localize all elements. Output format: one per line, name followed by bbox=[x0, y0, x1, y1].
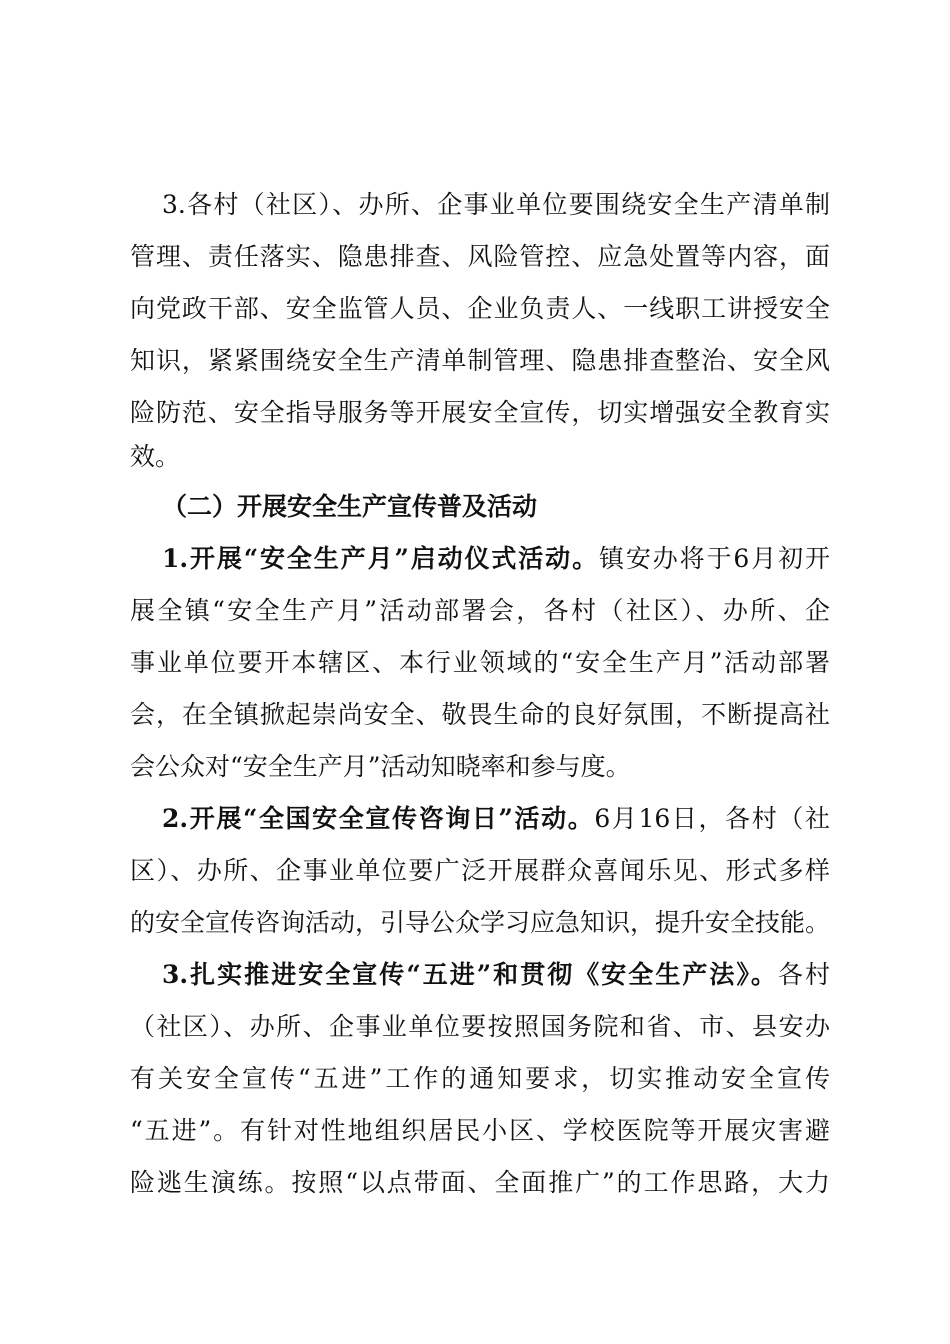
section-heading: （二）开展安全生产宣传普及活动 bbox=[162, 492, 538, 521]
item-1-first-line bbox=[162, 533, 830, 585]
item-1-line-4: 会，在全镇掀起崇尚安全、敬畏生命的良好氛围，不断提高社 bbox=[130, 700, 830, 729]
item-2-lead: 2.开展“全国安全宣传咨询日”活动。 bbox=[162, 804, 595, 833]
paragraph-3-line-5: 险防范、安全指导服务等开展安全宣传，切实增强安全教育实 bbox=[130, 398, 830, 427]
item-2-line-3: 的安全宣传咨询活动，引导公众学习应急知识，提升安全技能。 bbox=[130, 908, 830, 937]
paragraph-3-line-6: 效。 bbox=[130, 442, 181, 471]
item-1-line-2: 展全镇“安全生产月”活动部署会，各村（社区）、办所、企 bbox=[130, 596, 830, 625]
item-1-first-rest: 镇安办将于6月初开 bbox=[598, 544, 830, 573]
paragraph-3-line-2: 管理、责任落实、隐患排查、风险管控、应急处置等内容，面 bbox=[130, 242, 830, 271]
item-2-first-line bbox=[162, 793, 830, 845]
paragraph-3-line-4: 知识，紧紧围绕安全生产清单制管理、隐患排查整治、安全风 bbox=[130, 346, 830, 375]
item-3-line-2: （社区）、办所、企事业单位要按照国务院和省、市、县安办 bbox=[130, 1012, 830, 1041]
item-2-line-2: 区）、办所、企事业单位要广泛开展群众喜闻乐见、形式多样 bbox=[130, 856, 830, 885]
item-3-lead: 3.扎实推进安全宣传“五进”和贯彻《安全生产法》。 bbox=[162, 960, 778, 989]
item-1-line-3: 事业单位要开本辖区、本行业领域的“安全生产月”活动部署 bbox=[130, 648, 830, 677]
item-2-first-rest: 6月16日，各村（社 bbox=[594, 804, 830, 833]
paragraph-3-line-1: 3.各村（社区）、办所、企事业单位要围绕安全生产清单制 bbox=[162, 190, 830, 219]
paragraph-3-line-3: 向党政干部、安全监管人员、企业负责人、一线职工讲授安全 bbox=[130, 294, 830, 323]
item-3-first-rest: 各村 bbox=[777, 960, 830, 989]
item-1-line-5: 会公众对“安全生产月”活动知晓率和参与度。 bbox=[130, 752, 631, 781]
item-3-line-5: 险逃生演练。按照“以点带面、全面推广”的工作思路，大力 bbox=[130, 1168, 830, 1197]
item-1-lead: 1.开展“安全生产月”启动仪式活动。 bbox=[162, 544, 599, 573]
item-3-first-line bbox=[162, 949, 830, 1001]
item-3-line-3: 有关安全宣传“五进”工作的通知要求，切实推动安全宣传 bbox=[130, 1064, 830, 1093]
item-3-line-4: “五进”。有针对性地组织居民小区、学校医院等开展灾害避 bbox=[130, 1116, 830, 1145]
